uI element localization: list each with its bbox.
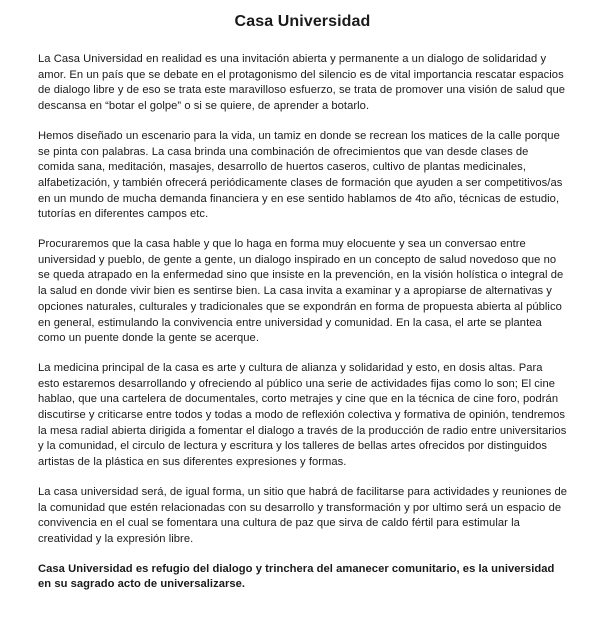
paragraph-scenario: Hemos diseñado un escenario para la vida, un tamiz en donde se recrean los matices de la calle porque se pinta con palabras. La casa brinda una combinación de ofrecimientos que van desde clases de comida sana, meditación, masajes, desarrollo de huertos caseros, cultivo de plantas medicinales, alfabetización, y también ofrecerá periódicamente clases de formación que ayuden a ser competitivos/as en un mundo de mucha demanda financiera y en ese sentido hablamos de 4to año, técnicas de estudio, tutorías en diferentes campos etc. xyxy=(38,129,563,221)
paragraph-intro: La Casa Universidad en realidad es una invitación abierta y permanente a un dialogo de solidaridad y amor. En un país que se debate en el protagonismo del silencio es de vital importancia rescatar espacios de dialogo libre y de eso se trata este maravilloso esfuerzo, se trata de promover una visión de salud que descansa en “botar el golpe” o si se quiere, de aprender a botarlo. xyxy=(38,53,566,113)
paragraph-medicine: La medicina principal de la casa es arte y cultura de alianza y solidaridad y esto, en dosis altas. Para esto estaremos desarrollando y ofreciendo al público una serie de actividades fijas como lo son; El cine hablao, que una cartelera de documentales, corto metrajes y cine que en la técnica de cine foro, podrán discutirse y criticarse entre todos y todas a modo de reflexión colectiva y formativa de opinión, tendremos la mesa radial abierta dirigida a fomentar el dialogo a través de la producción de radio entre universitarios y la comunidad, el circulo de lectura y escritura y los talleres de bellas artes ofrecidos por distinguidos artistas de la plástica en sus diferentes expresiones y formas. xyxy=(38,361,567,469)
paragraph-community: La casa universidad será, de igual forma, un sitio que habrá de facilitarse para actividades y reuniones de la comunidad que estén relacionadas con su desarrollo y transformación y por ultimo será un espacio de convivencia en el cual se fomentara una cultura de paz que sirva de caldo fértil para estimular la creatividad y la expresión libre. xyxy=(38,485,567,545)
document-title: Casa Universidad xyxy=(234,13,371,30)
paragraph-dialogue: Procuraremos que la casa hable y que lo haga en forma muy elocuente y sea un conversao entre universidad y pueblo, de gente a gente, un dialogo inspirado en un concepto de salud novedoso que no se queda atrapado en la enfermedad sino que insiste en la prevención, en la visión holística o integral de la salud en donde vivir bien es sentirse bien. La casa invita a examinar y a apropiarse de alternativas y opciones naturales, culturales y tradicionales que se expondrán en forma de propuesta abierta al público en general, estimulando la convivencia entre universidad y comunidad. En la casa, el arte se plantea como un puente donde la gente se acerque. xyxy=(38,238,564,345)
closing-statement: Casa Universidad es refugio del dialogo y trinchera del amanecer comunitario, es la universidad en su sagrado acto de universalizarse. xyxy=(38,562,555,591)
